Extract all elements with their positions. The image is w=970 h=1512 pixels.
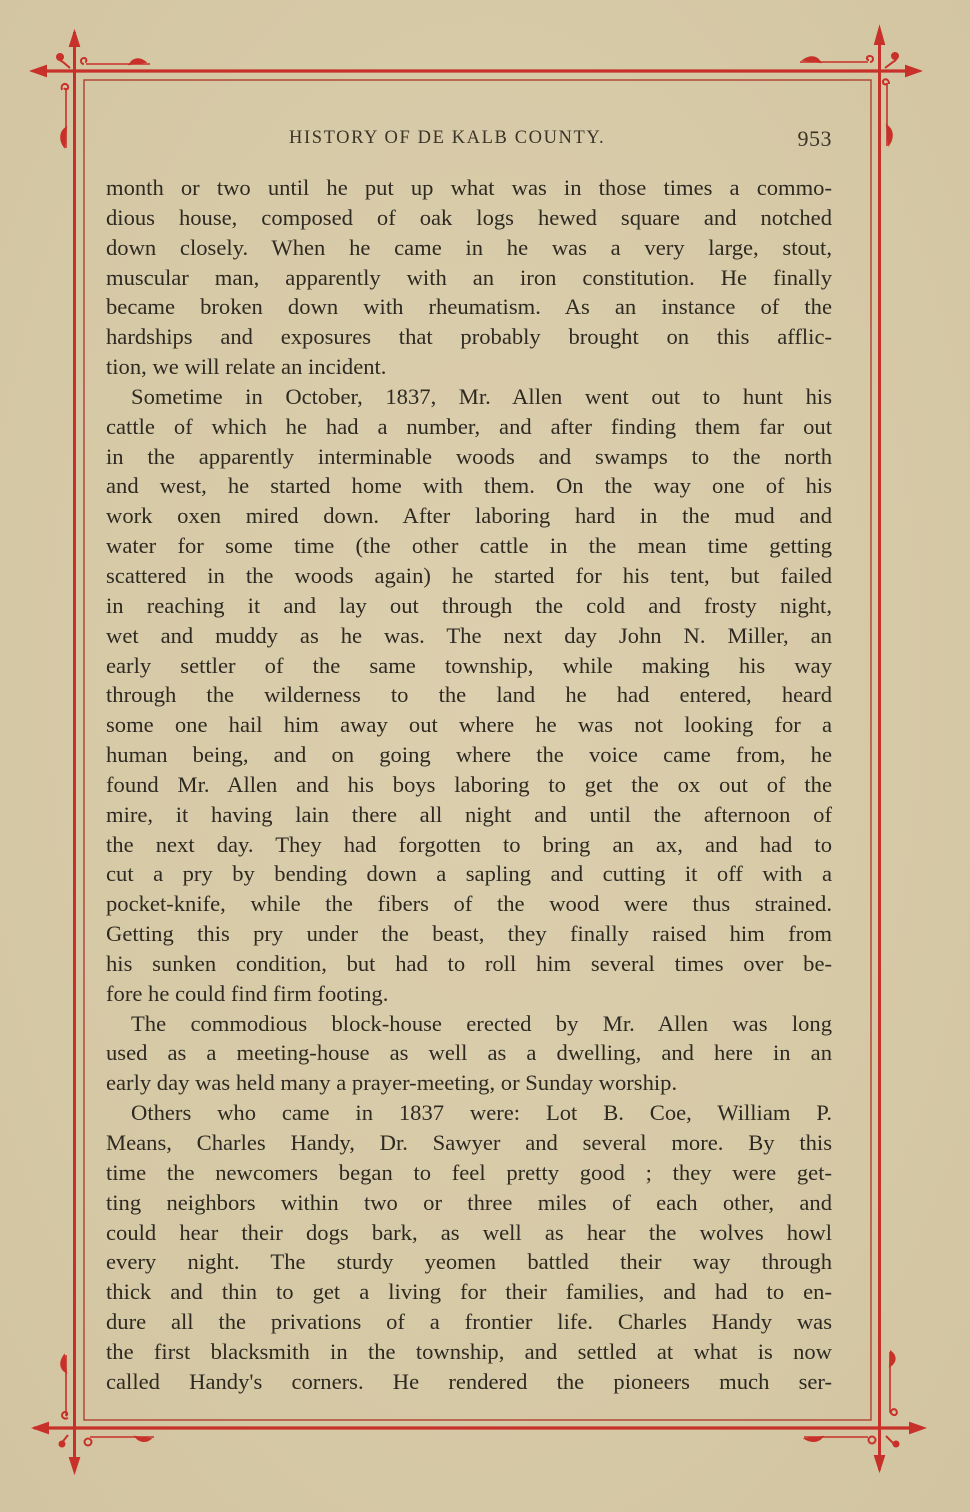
text-line: ting neighbors within two or three miles of each other, and [106,1189,832,1215]
text-line: through the wilderness to the land he had entered, heard [106,682,832,708]
text-line: thick and thin to get a living for their families, and had to en- [106,1279,832,1305]
text-line: in reaching it and lay out through the cold and frosty night, [106,592,832,618]
running-title: HISTORY OF DE KALB COUNTY. [289,128,606,148]
text-line: tion, we will relate an incident. [106,354,387,380]
text-line: his sunken condition, but had to roll him several times over be- [106,950,832,976]
text-line: some one hail him away out where he was not looking for a [106,712,832,738]
text-line: early settler of the same township, while making his way [106,652,832,678]
text-line: down closely. When he came in he was a very large, stout, [106,234,832,260]
text-line: scattered in the woods again) he started for his tent, but failed [106,562,832,588]
text-line: month or two until he put up what was in those times a commo- [106,175,832,200]
text-line: every night. The sturdy yeomen battled their way through [106,1249,832,1275]
text-line: cattle of which he had a number, and after finding them far out [106,413,832,439]
text-line: time the newcomers began to feel pretty good ; they were get- [106,1159,832,1185]
text-line: dious house, composed of oak logs hewed square and notched [106,204,832,230]
text-line: mire, it having lain there all night and until the afternoon of [106,801,832,827]
paragraph-first-line: Others who came in 1837 were: Lot B. Coe, William P. [131,1100,832,1126]
text-line: water for some time (the other cattle in the mean time getting [106,533,832,559]
text-line: could hear their dogs bark, as well as hear the wolves howl [106,1219,832,1245]
text-line: the first blacksmith in the township, and settled at what is now [106,1338,832,1364]
text-line: and west, he started home with them. On the way one of his [106,473,832,499]
text-line: Getting this pry under the beast, they finally raised him from [106,921,832,947]
text-line: the next day. They had forgotten to bring an ax, and had to [106,831,832,857]
text-line: human being, and on going where the voice came from, he [106,742,832,768]
text-line: muscular man, apparently with an iron constitution. He finally [106,264,832,290]
text-line: fore he could find firm footing. [106,980,389,1006]
page-number: 953 [797,126,832,151]
text-line: early day was held many a prayer-meeting, or Sunday worship. [106,1070,678,1096]
text-line: in the apparently interminable woods and swamps to the north [106,443,832,469]
paragraph-first-line: The commodious block-house erected by Mr. Allen was long [131,1010,832,1036]
text-line: used as a meeting-house as well as a dwelling, and here in an [106,1040,832,1066]
body-text [106,173,832,1397]
text-line: pocket-knife, while the fibers of the wood were thus strained. [106,891,832,917]
text-line: hardships and exposures that probably brought on this afflic- [106,324,832,350]
paragraph-first-line: Sometime in October, 1837, Mr. Allen went out to hunt his [131,383,832,409]
text-line: found Mr. Allen and his boys laboring to get the ox out of the [106,771,832,797]
text-line: dure all the privations of a frontier life. Charles Handy was [106,1309,832,1335]
running-header [106,124,832,156]
text-line: cut a pry by bending down a sapling and cutting it off with a [106,861,832,887]
text-line: became broken down with rheumatism. As an instance of the [106,294,832,320]
text-line: called Handy's corners. He rendered the pioneers much ser- [106,1368,832,1394]
text-line: work oxen mired down. After laboring hard in the mud and [106,503,832,529]
text-line: wet and muddy as he was. The next day John N. Miller, an [106,622,832,648]
text-line: Means, Charles Handy, Dr. Sawyer and several more. By this [106,1130,832,1155]
